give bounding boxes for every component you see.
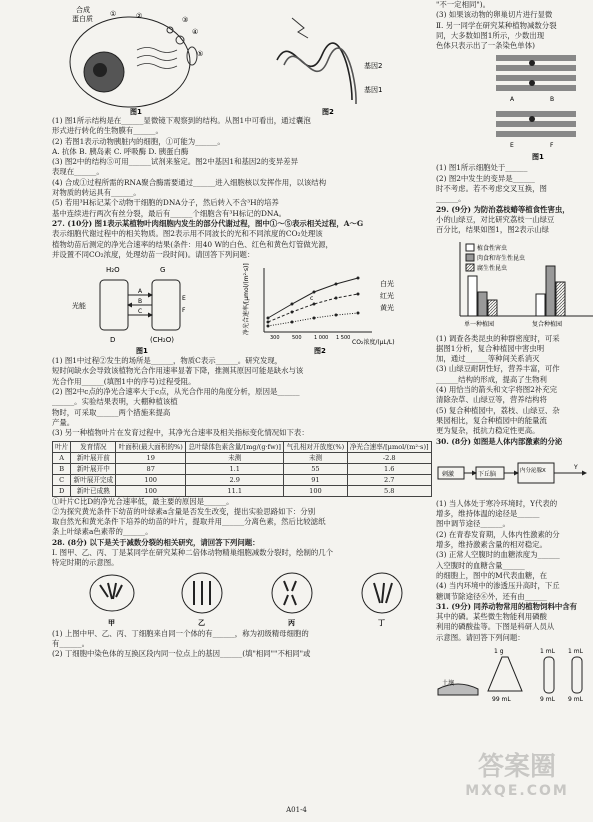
table-header: 叶片	[53, 441, 71, 452]
legend-yellow: 黄光	[380, 304, 394, 313]
q26-body	[52, 116, 432, 219]
q27-line: 光合作用______(填图1中的序号)过程受阻。	[52, 376, 196, 386]
q28-intro	[52, 538, 432, 569]
table-header: 净光合速率/[μmol/(m²·s)]	[347, 441, 432, 452]
insect-bar	[468, 276, 477, 316]
insect-bar	[546, 266, 555, 316]
right-line: 果园相比，复合种植园中的能量流	[436, 415, 547, 425]
right-line: 同，大多数如图1所示，少数出现	[436, 30, 545, 40]
q27-line: ①叶片C比D的净光合速率低，最主要的原因是______。	[52, 496, 234, 506]
right-line: (1) 调查各类昆虫的种群密度时，可采	[436, 333, 560, 343]
right-line: Ⅱ. 另一同学在研究某种植物减数分裂	[436, 20, 557, 30]
label-danbaizhi: 蛋白质	[72, 15, 93, 23]
leaf-development-table	[52, 441, 432, 497]
right-line: 31. (9分) 同养动物常用的植物饲料中含有	[436, 601, 578, 611]
q27-figures	[52, 260, 432, 356]
right-line: 小的山绿豆，对比研究荔枝一山绿豆	[436, 214, 555, 224]
q26-line: 形式进行转化的生物膜有______。	[52, 126, 163, 136]
label-soil: 土壤	[442, 679, 455, 687]
chart-point	[357, 293, 360, 296]
right-line: (1) 当人体处于寒冷环境时，Y代表的	[436, 498, 558, 508]
right-line: ______。	[436, 194, 466, 204]
table-row	[53, 452, 432, 463]
cell-label-yi: 乙	[198, 618, 205, 627]
table-cell: 未测	[284, 452, 347, 463]
right-line: (2) 图2中发生的变异是______	[436, 173, 535, 183]
chart-point	[313, 317, 316, 320]
svg-text:E: E	[510, 142, 514, 150]
table-cell: 100	[284, 485, 347, 496]
label-gene1: 基因1	[364, 86, 383, 94]
q28-body	[52, 629, 432, 660]
chart-point	[313, 303, 316, 306]
q27-fig2-xlabel: CO₂浓度/(μL/L)	[352, 339, 395, 347]
table-cell: A	[53, 452, 71, 463]
right-line: 百分比，结果如图1，图2表示山绿	[436, 225, 549, 235]
q27-line: (2) 图2中c点的净光合速率大于c点，从光合作用的角度分析，原因是______	[52, 387, 300, 397]
table-cell: 新叶已成熟	[71, 485, 116, 496]
table-header: 总叶绿体色素含量/[mg/(g·fw)]	[186, 441, 284, 452]
fig1-c: C	[138, 308, 143, 316]
q27-line: ②为探究黄光条件下幼苗的叶绿素a含量是否发生改变，提出实验思路如下：分别	[52, 506, 316, 516]
table-cell: 新叶展开完成	[71, 474, 116, 485]
right-line: 利用的磷酸盐等。下图是科研人员从	[436, 622, 555, 632]
right-line: 的细胞上，图中的M代表血糖，在	[436, 570, 548, 580]
right-line: (3) 山绿豆耐阴性好，营养丰富，可作	[436, 364, 560, 374]
right-line: 色体只表示出了一条染色单体)	[436, 41, 535, 51]
legend-white: 白光	[380, 280, 394, 289]
q27-line: 物时，可采取______两个措施来提高	[52, 407, 171, 417]
xlabel-single: 单一种植园	[464, 320, 495, 328]
right-line: 清除杂草、山绿豆等，营养结构将	[436, 395, 547, 405]
right-line: 更为复杂，抵抗力稳定性更高。	[436, 426, 540, 436]
table-cell: 91	[284, 474, 347, 485]
tube-shape	[544, 657, 554, 693]
x-tick-label: 500	[292, 335, 302, 342]
dna-strand-b	[284, 48, 356, 104]
right-line: 糖调节除途径⑥外，还有由______	[436, 591, 547, 601]
fig1-d: D	[110, 336, 116, 345]
label-gene2: 基因2	[364, 62, 383, 70]
q27-fig2-caption: 图2	[314, 347, 326, 356]
chart-point	[267, 321, 270, 324]
x-tick-label: 1 000	[314, 335, 329, 342]
right-line: "不一定相同")。	[436, 0, 491, 9]
q28-line: 28. (8分) 以下是关于减数分裂的相关研究，请回答下列问题：	[52, 537, 260, 547]
label-1ml-a: 1 mL	[540, 647, 555, 655]
top-figures	[52, 0, 432, 116]
q26-line: (3) 图2中的结构⑤可用______试剂来鉴定。图2中基因1和基因2的变异差异	[52, 157, 298, 167]
q27-line: (3) 另一种植物叶片在发育过程中，其净光合速率及相关指标变化情况如下表：	[52, 428, 309, 438]
q26-line: (4) 合成①过程所需的RNA聚合酶需要通过______进入细胞核以发挥作用，以该结构	[52, 177, 327, 187]
table-row	[53, 474, 432, 485]
cell-label-bing: 丙	[288, 618, 295, 627]
insect-bar	[488, 300, 497, 316]
table-header: 气孔相对开放度(%)	[284, 441, 347, 452]
right-column	[436, 0, 593, 822]
chart-point	[335, 297, 338, 300]
table-cell: 1.1	[186, 463, 284, 474]
table-cell: 100	[116, 474, 186, 485]
svg-text:B: B	[550, 96, 555, 104]
xlabel-compound: 复合种植园	[532, 320, 563, 328]
label-9ml-a: 9 mL	[540, 695, 555, 703]
right-line: 图中调节途径______。	[436, 519, 510, 529]
q27-line: 短时间缺水会导致该植物光合作用速率显著下降，推测其原因可能是缺水与该	[52, 366, 304, 376]
q27-line: 并设置不同CO₂浓度，处理幼苗一段时间)。请回答下列问题：	[52, 249, 255, 259]
fig1-ch2o: (CH₂O)	[150, 336, 174, 345]
table-cell: 100	[116, 485, 186, 496]
label-9ml-b: 9 mL	[568, 695, 583, 703]
watermark: 答案圈 MXQE.COM	[465, 752, 569, 799]
label-99ml: 99 mL	[492, 695, 511, 703]
table-cell: 2.9	[186, 474, 284, 485]
q27-intro	[52, 219, 432, 260]
table-cell: D	[53, 485, 71, 496]
table-cell: 2.7	[347, 474, 432, 485]
label-hecheng: 合成	[76, 6, 90, 14]
q28-line: 有______。	[52, 638, 89, 648]
q27-after	[52, 497, 432, 538]
page-number: A01-4	[286, 806, 307, 814]
table-header: 发育情况	[71, 441, 116, 452]
label-n1: ①	[110, 10, 117, 18]
q27-line: 产量。	[52, 417, 75, 427]
meiosis-figures	[52, 569, 432, 629]
table-cell: 未测	[186, 452, 284, 463]
q27-line: 取自然光和黄光条件下培养的幼苗的叶片，提取并用______分离色素，然后比较滤纸	[52, 517, 326, 527]
svg-text:A: A	[510, 96, 515, 104]
thylakoid-box	[100, 280, 128, 330]
cell-yi-shape	[182, 573, 222, 613]
flow-y: Y	[574, 463, 578, 471]
chart-point	[313, 291, 316, 294]
right-line: 29. (9分) 为防治荔枝蝽等植食性害虫，	[436, 204, 570, 214]
right-fig1-caption: 图1	[532, 153, 544, 162]
chart-point	[357, 312, 360, 315]
right-line: (3) 正常人空腹时的血糖浓度为______	[436, 550, 560, 560]
chart-point	[335, 283, 338, 286]
chart-series-line	[268, 313, 358, 326]
fig1-h2o: H₂O	[106, 266, 120, 275]
table-row	[53, 485, 432, 496]
flow-stimulus: 刺激	[442, 470, 455, 478]
table-cell: 87	[116, 463, 186, 474]
q27-fig2-ylabel: 净光合速率/[μmol/(m²·s)]	[243, 263, 250, 336]
q27-line: 27. (10分) 图1表示某植物叶肉细胞内发生的部分代谢过程，图中①～⑤表示相关过程，A～G	[52, 218, 364, 228]
left-column	[52, 0, 432, 822]
table-cell: 55	[284, 463, 347, 474]
insect-bar	[536, 294, 545, 316]
right-line: 增多，维持体温的途径是______	[436, 509, 540, 519]
right-line: 30. (8分) 如图是人体内部激素的分泌	[436, 436, 563, 446]
table-cell: 11.1	[186, 485, 284, 496]
insect-bar	[556, 282, 565, 316]
label-n3: ③	[182, 16, 189, 24]
point-label-c: c	[310, 295, 314, 303]
table-header: 叶面积(最大面积的%)	[116, 441, 186, 452]
q26-line: 基中连续进行两次有丝分裂，最后有______个细胞含有³H标记的DNA。	[52, 208, 287, 218]
chart-point	[335, 314, 338, 317]
q28-line: 特定时期的示意图。	[52, 558, 119, 568]
flow-hypothalamus: 下丘脑	[478, 470, 497, 478]
table-cell: 1.6	[347, 463, 432, 474]
nucleolus-shape	[93, 63, 107, 77]
flow-gland: 内分泌腺X	[520, 467, 546, 474]
q27-line: ______。实验结果表明，大棚种植该植	[52, 397, 178, 407]
q27-fig1-caption: 图1	[136, 347, 148, 356]
q27-line-chart	[264, 268, 372, 341]
table-cell: 新叶展开前	[71, 452, 116, 463]
cell-bing-shape	[272, 573, 312, 613]
legend-herbivore: 植食性害虫	[477, 244, 508, 252]
q26-line: (1) 图1所示结构是在______显微镜下观察到的结构。从图1中可看出，通过囊泡	[52, 116, 311, 125]
q27-line: 条上叶绿素a色素带的______。	[52, 527, 153, 537]
label-1ml-b: 1 mL	[568, 647, 583, 655]
cell-label-ding: 丁	[378, 618, 385, 627]
chart-point	[267, 325, 270, 328]
cell-and-gene-diagrams	[52, 0, 432, 116]
insect-bar	[478, 292, 487, 316]
x-tick-label: 1 500	[336, 335, 351, 342]
chart-point	[291, 303, 294, 306]
right-line: 其中的磷。某些微生物能利用磷酸	[436, 612, 547, 622]
table-cell: 新叶展开中	[71, 463, 116, 474]
table-cell: 19	[116, 452, 186, 463]
label-n5: ⑤	[197, 50, 204, 58]
q28-line: Ⅰ. 图甲、乙、丙、丁是某同学在研究某种二倍体动物精巢细胞减数分裂时，绘制的几个	[52, 548, 334, 558]
chart-point	[357, 277, 360, 280]
hormone-flow-diagram	[436, 447, 593, 499]
right-line: 加，通过______等种间关系消灭	[436, 354, 540, 364]
fig2-caption: 图2	[322, 108, 334, 116]
cell-ding-shape	[362, 573, 402, 613]
cell-jia-shape	[90, 575, 134, 611]
table-cell: B	[53, 463, 71, 474]
golgi-shape	[137, 48, 177, 69]
q27-figure-svg	[52, 260, 432, 356]
q27-line: (1) 图1中过程②发生的场所是______，物质C表示______。研究发现，	[52, 356, 283, 366]
legend-saprophyte: 腐生性昆虫	[477, 264, 508, 272]
right-line: (4) 当内环境中的渗透压升高时，下丘	[436, 581, 560, 591]
q26-line: 表现在______。	[52, 167, 104, 177]
fig1-e: E	[182, 295, 186, 303]
q26-line: (5) 若用³H标记某个动物干细胞的DNA分子，然后转入不含³H的培养	[52, 198, 279, 208]
q26-line: (2) 若图1表示动物胰脏内的细胞，①可能为______。	[52, 136, 225, 146]
q27-line: 表示细胞代谢过程中的相关物质。图2表示用不同波长的光和不同浓度的CO₂处理该	[52, 229, 323, 239]
fig1-g: G	[160, 266, 166, 275]
stroma-box	[152, 280, 180, 330]
table-row	[53, 463, 432, 474]
right-line: 示意图。请回答下列问题：	[436, 632, 525, 642]
q28-line: (1) 上图中甲、乙、丙、丁细胞来自同一个体的有______，称为初级精母细胞的	[52, 628, 309, 638]
fig1-b: B	[138, 298, 143, 306]
cell-label-jia: 甲	[108, 618, 115, 627]
q28-line: (2) 丁细胞中染色体的互换区段内同一位点上的基因______(填"相同""不相同"或	[52, 649, 311, 659]
right-line: 增多，维持激素含量的相对稳定。	[436, 540, 547, 550]
legend-red: 红光	[380, 292, 394, 301]
label-n2: ②	[136, 12, 143, 20]
right-line: (5) 复合种植园中，荔枝、山绿豆、杂	[436, 405, 560, 415]
chart-point	[291, 311, 294, 314]
q26-line: 对物质的转运具有______。	[52, 188, 141, 198]
fig1-f: F	[182, 307, 186, 315]
right-line: 时不考虑。若不考虑交叉互换，图	[436, 184, 547, 194]
table-cell: -2.8	[347, 452, 432, 463]
fig1-guangneng: 光能	[72, 302, 86, 311]
flask-shape	[488, 657, 522, 691]
right-line: ______结构的形成，提高了生物利	[436, 374, 547, 384]
fig1-caption: 图1	[130, 108, 142, 116]
chart-point	[267, 317, 270, 320]
q27-line: 植物幼苗后测定的净光合速率的结果(条件：用40 W的白色、红色和黄色灯管做光源，	[52, 239, 333, 249]
dilution-diagram	[436, 643, 593, 703]
fig1-a: A	[138, 288, 143, 296]
right-line: (3) 如果该动物的卵巢切片进行显微	[436, 10, 553, 20]
q26-line: A. 抗体 B. 胰岛素 C. 呼吸酶 D. 胰蛋白酶	[52, 146, 189, 156]
chart-point	[291, 321, 294, 324]
right-line: 据图1分析，复合种植园中害虫明	[436, 343, 545, 353]
right-line: (2) 在青春发育期，人体内性激素的分	[436, 529, 560, 539]
x-tick-label: 300	[270, 335, 280, 342]
chromatid-shape	[496, 55, 576, 61]
right-line: (1) 图1所示细胞处于______	[436, 163, 528, 173]
label-1g: 1 g	[494, 647, 504, 655]
table-cell: 5.8	[347, 485, 432, 496]
right-line: 入空腹时的血糖含量______	[436, 560, 525, 570]
legend-predator: 肉食和寄生性昆虫	[477, 254, 526, 262]
table-cell: C	[53, 474, 71, 485]
chromosome-figure	[436, 51, 593, 163]
label-n4: ④	[192, 28, 199, 36]
svg-text:F: F	[550, 142, 554, 150]
insect-bar-chart	[436, 236, 593, 334]
right-line: (4) 用恰当的箭头和文字将图2补充完	[436, 385, 557, 395]
q27-body	[52, 356, 432, 438]
